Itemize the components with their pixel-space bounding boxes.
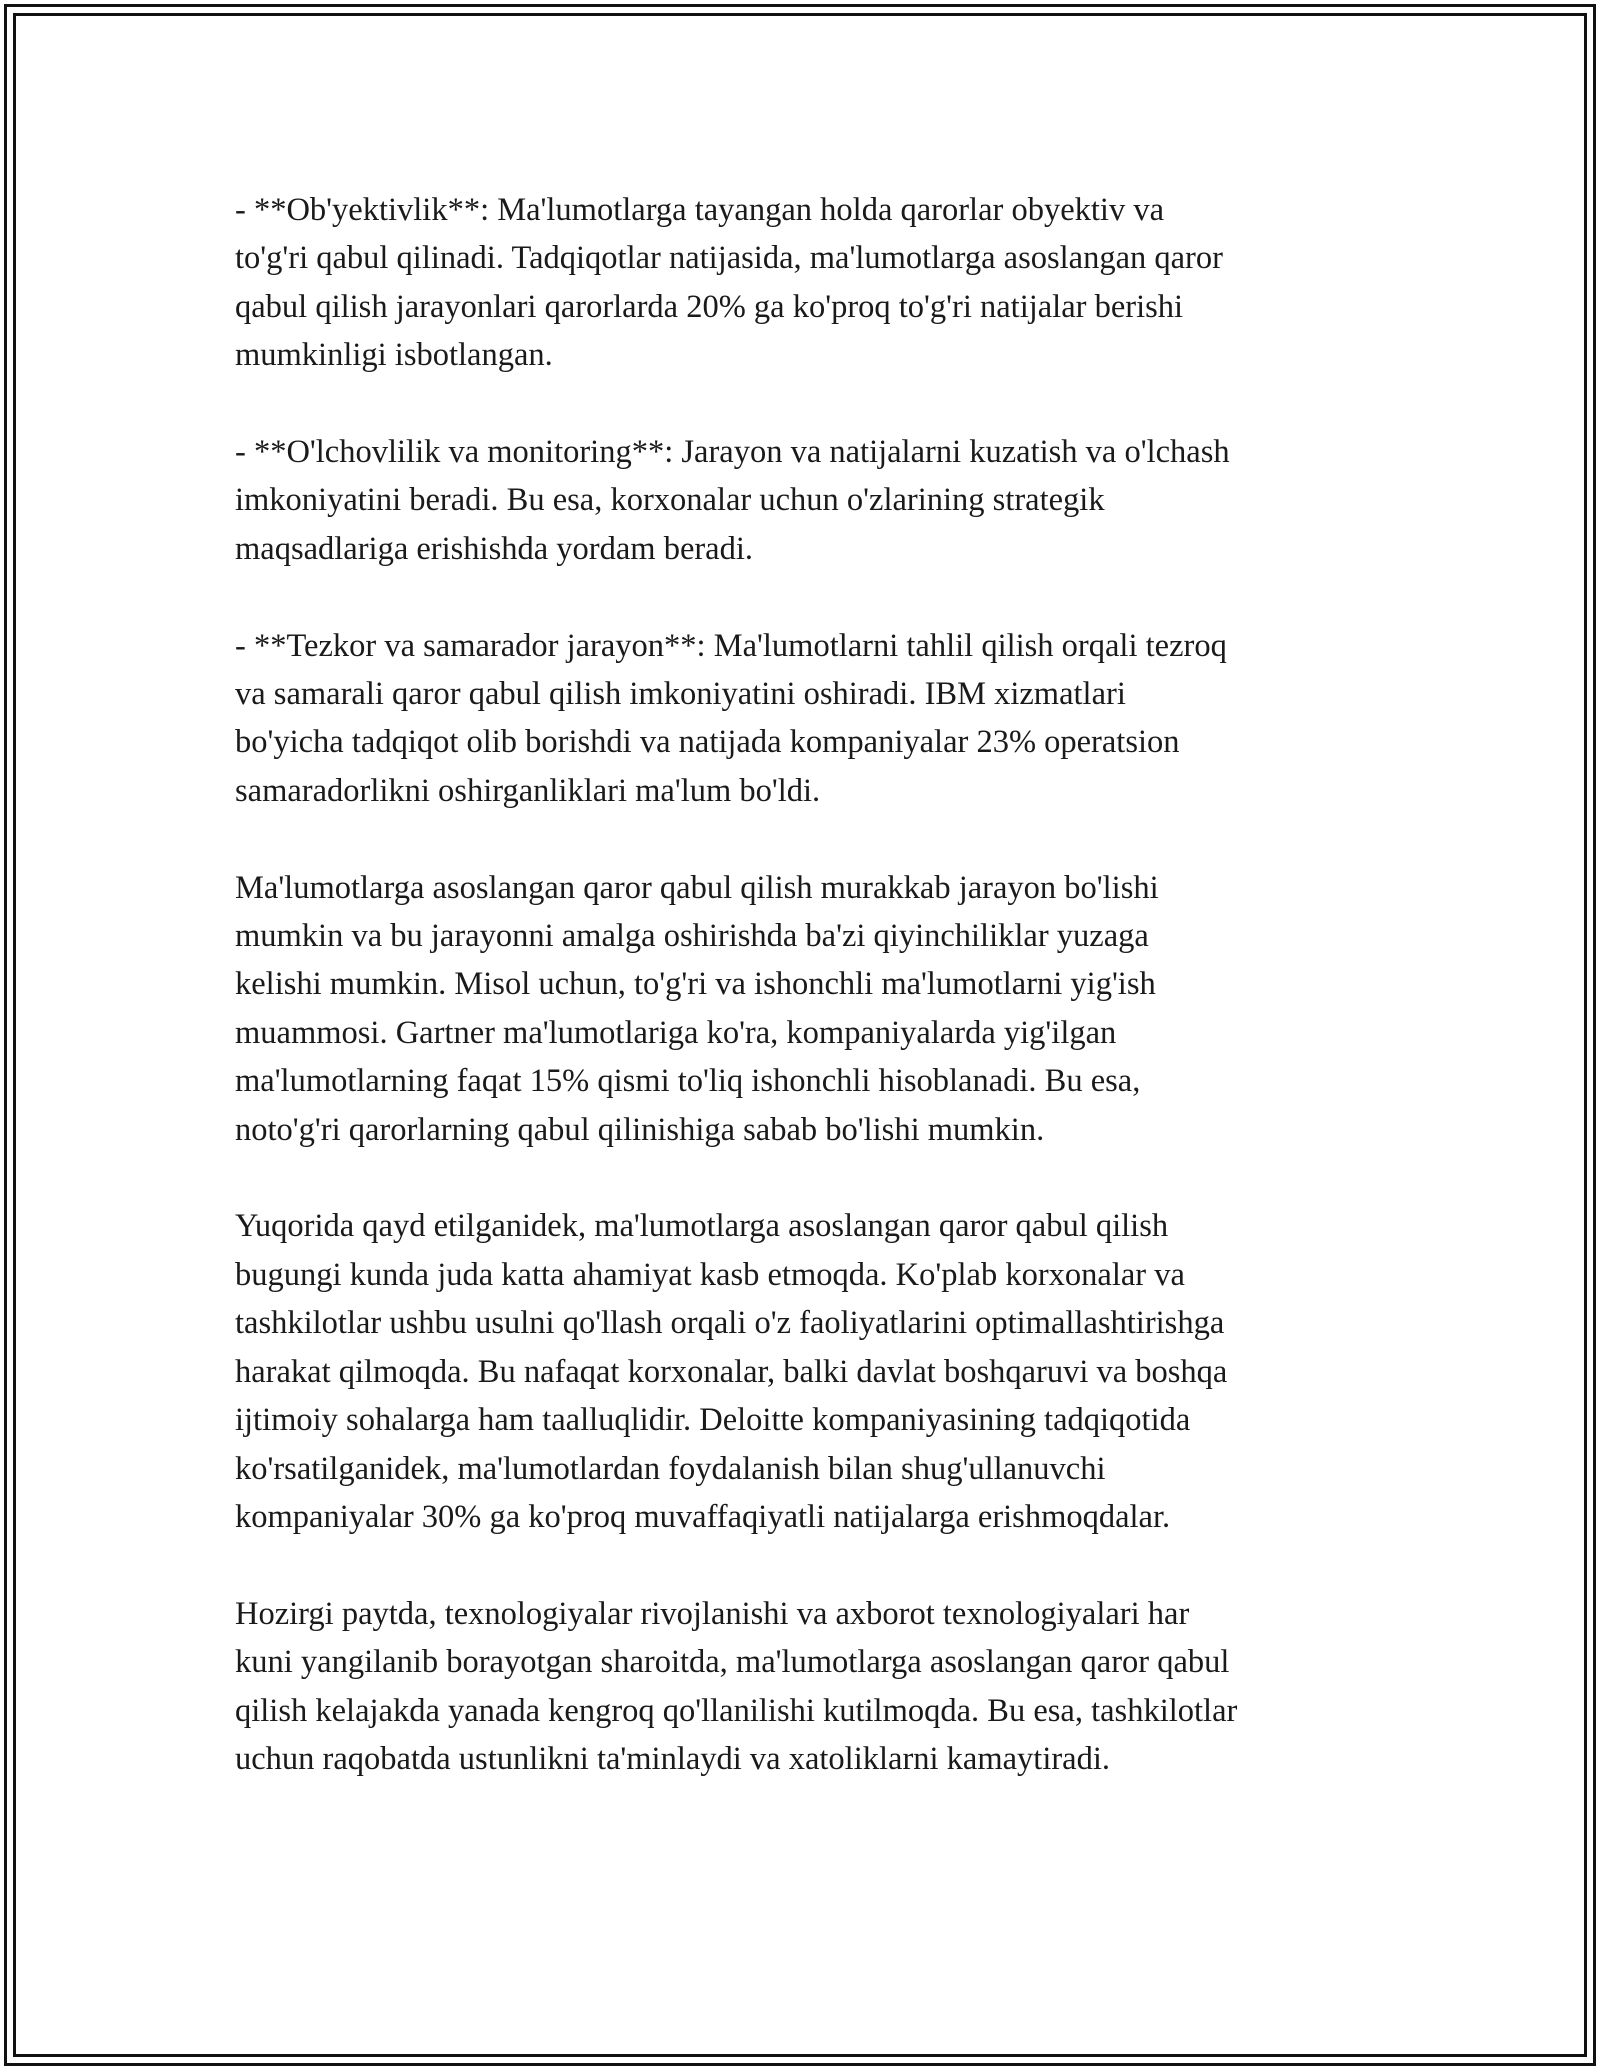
paragraph-future — [235, 1590, 1385, 1784]
paragraph-importance — [235, 1202, 1385, 1541]
text-line: qabul qilish jarayonlari qarorlarda 20% ga ko'proq to'g'ri natijalar berishi — [235, 288, 1184, 325]
text-line: kelishi mumkin. Misol uchun, to'g'ri va ishonchli ma'lumotlarni yig'ish — [235, 966, 1156, 1003]
text-line: bugungi kunda juda katta ahamiyat kasb etmoqda. Ko'plab korxonalar va — [235, 1256, 1185, 1293]
text-line: noto'g'ri qarorlarning qabul qilinishiga sabab bo'lishi mumkin. — [235, 1111, 1045, 1148]
text-line: uchun raqobatda ustunlikni ta'minlaydi va xatoliklarni kamaytiradi. — [235, 1740, 1111, 1777]
text-line: imkoniyatini beradi. Bu esa, korxonalar uchun o'zlarining strategik — [235, 482, 1105, 519]
text-line: Hozirgi paytda, texnologiyalar rivojlanishi va axborot texnologiyalari har — [235, 1595, 1190, 1632]
text-line: samaradorlikni oshirganliklari ma'lum bo'ldi. — [235, 772, 821, 809]
bullet-measurability — [235, 428, 1385, 573]
text-line: mumkinligi isbotlangan. — [235, 337, 553, 374]
text-line: muammosi. Gartner ma'lumotlariga ko'ra, kompaniyalarda yig'ilgan — [235, 1014, 1117, 1051]
text-line: - **Ob'yektivlik**: Ma'lumotlarga tayangan holda qarorlar obyektiv va — [235, 192, 1164, 228]
text-line: harakat qilmoqda. Bu nafaqat korxonalar, balki davlat boshqaruvi va boshqa — [235, 1353, 1228, 1390]
text-line: va samarali qaror qabul qilish imkoniyatini oshiradi. IBM xizmatlari — [235, 676, 1126, 713]
text-line: ko'rsatilganidek, ma'lumotlardan foydalanish bilan shug'ullanuvchi — [235, 1450, 1106, 1487]
bullet-objectivity — [235, 186, 1385, 380]
text-line: ma'lumotlarning faqat 15% qismi to'liq ishonchli hisoblanadi. Bu esa, — [235, 1063, 1141, 1100]
text-line: to'g'ri qabul qilinadi. Tadqiqotlar natijasida, ma'lumotlarga asoslangan qaror — [235, 240, 1223, 277]
text-line: kompaniyalar 30% ga ko'proq muvaffaqiyatli natijalarga erishmoqdalar. — [235, 1498, 1171, 1535]
bullet-fast-process — [235, 622, 1385, 816]
text-line: mumkin va bu jarayonni amalga oshirishda ba'zi qiyinchiliklar yuzaga — [235, 918, 1149, 955]
text-line: kuni yangilanib borayotgan sharoitda, ma'lumotlarga asoslangan qaror qabul — [235, 1644, 1230, 1681]
text-line: qilish kelajakda yanada kengroq qo'llanilishi kutilmoqda. Bu esa, tashkilotlar — [235, 1692, 1238, 1729]
text-line: - **Tezkor va samarador jarayon**: Ma'lumotlarni tahlil qilish orqali tezroq — [235, 627, 1227, 664]
text-line: - **O'lchovlilik va monitoring**: Jarayon va natijalarni kuzatish va o'lchash — [235, 434, 1230, 471]
text-line: tashkilotlar ushbu usulni qo'llash orqali o'z faoliyatlarini optimallashtirishga — [235, 1305, 1225, 1342]
document-body — [235, 186, 1385, 1832]
text-line: ijtimoiy sohalarga ham taalluqlidir. Deloitte kompaniyasining tadqiqotida — [235, 1402, 1191, 1439]
text-line: maqsadlariga erishishda yordam beradi. — [235, 530, 754, 567]
text-line: Yuqorida qayd etilganidek, ma'lumotlarga asoslangan qaror qabul qilish — [235, 1208, 1169, 1245]
text-line: bo'yicha tadqiqot olib borishdi va natijada kompaniyalar 23% operatsion — [235, 724, 1180, 761]
paragraph-challenges — [235, 864, 1385, 1154]
text-line: Ma'lumotlarga asoslangan qaror qabul qilish murakkab jarayon bo'lishi — [235, 869, 1159, 906]
